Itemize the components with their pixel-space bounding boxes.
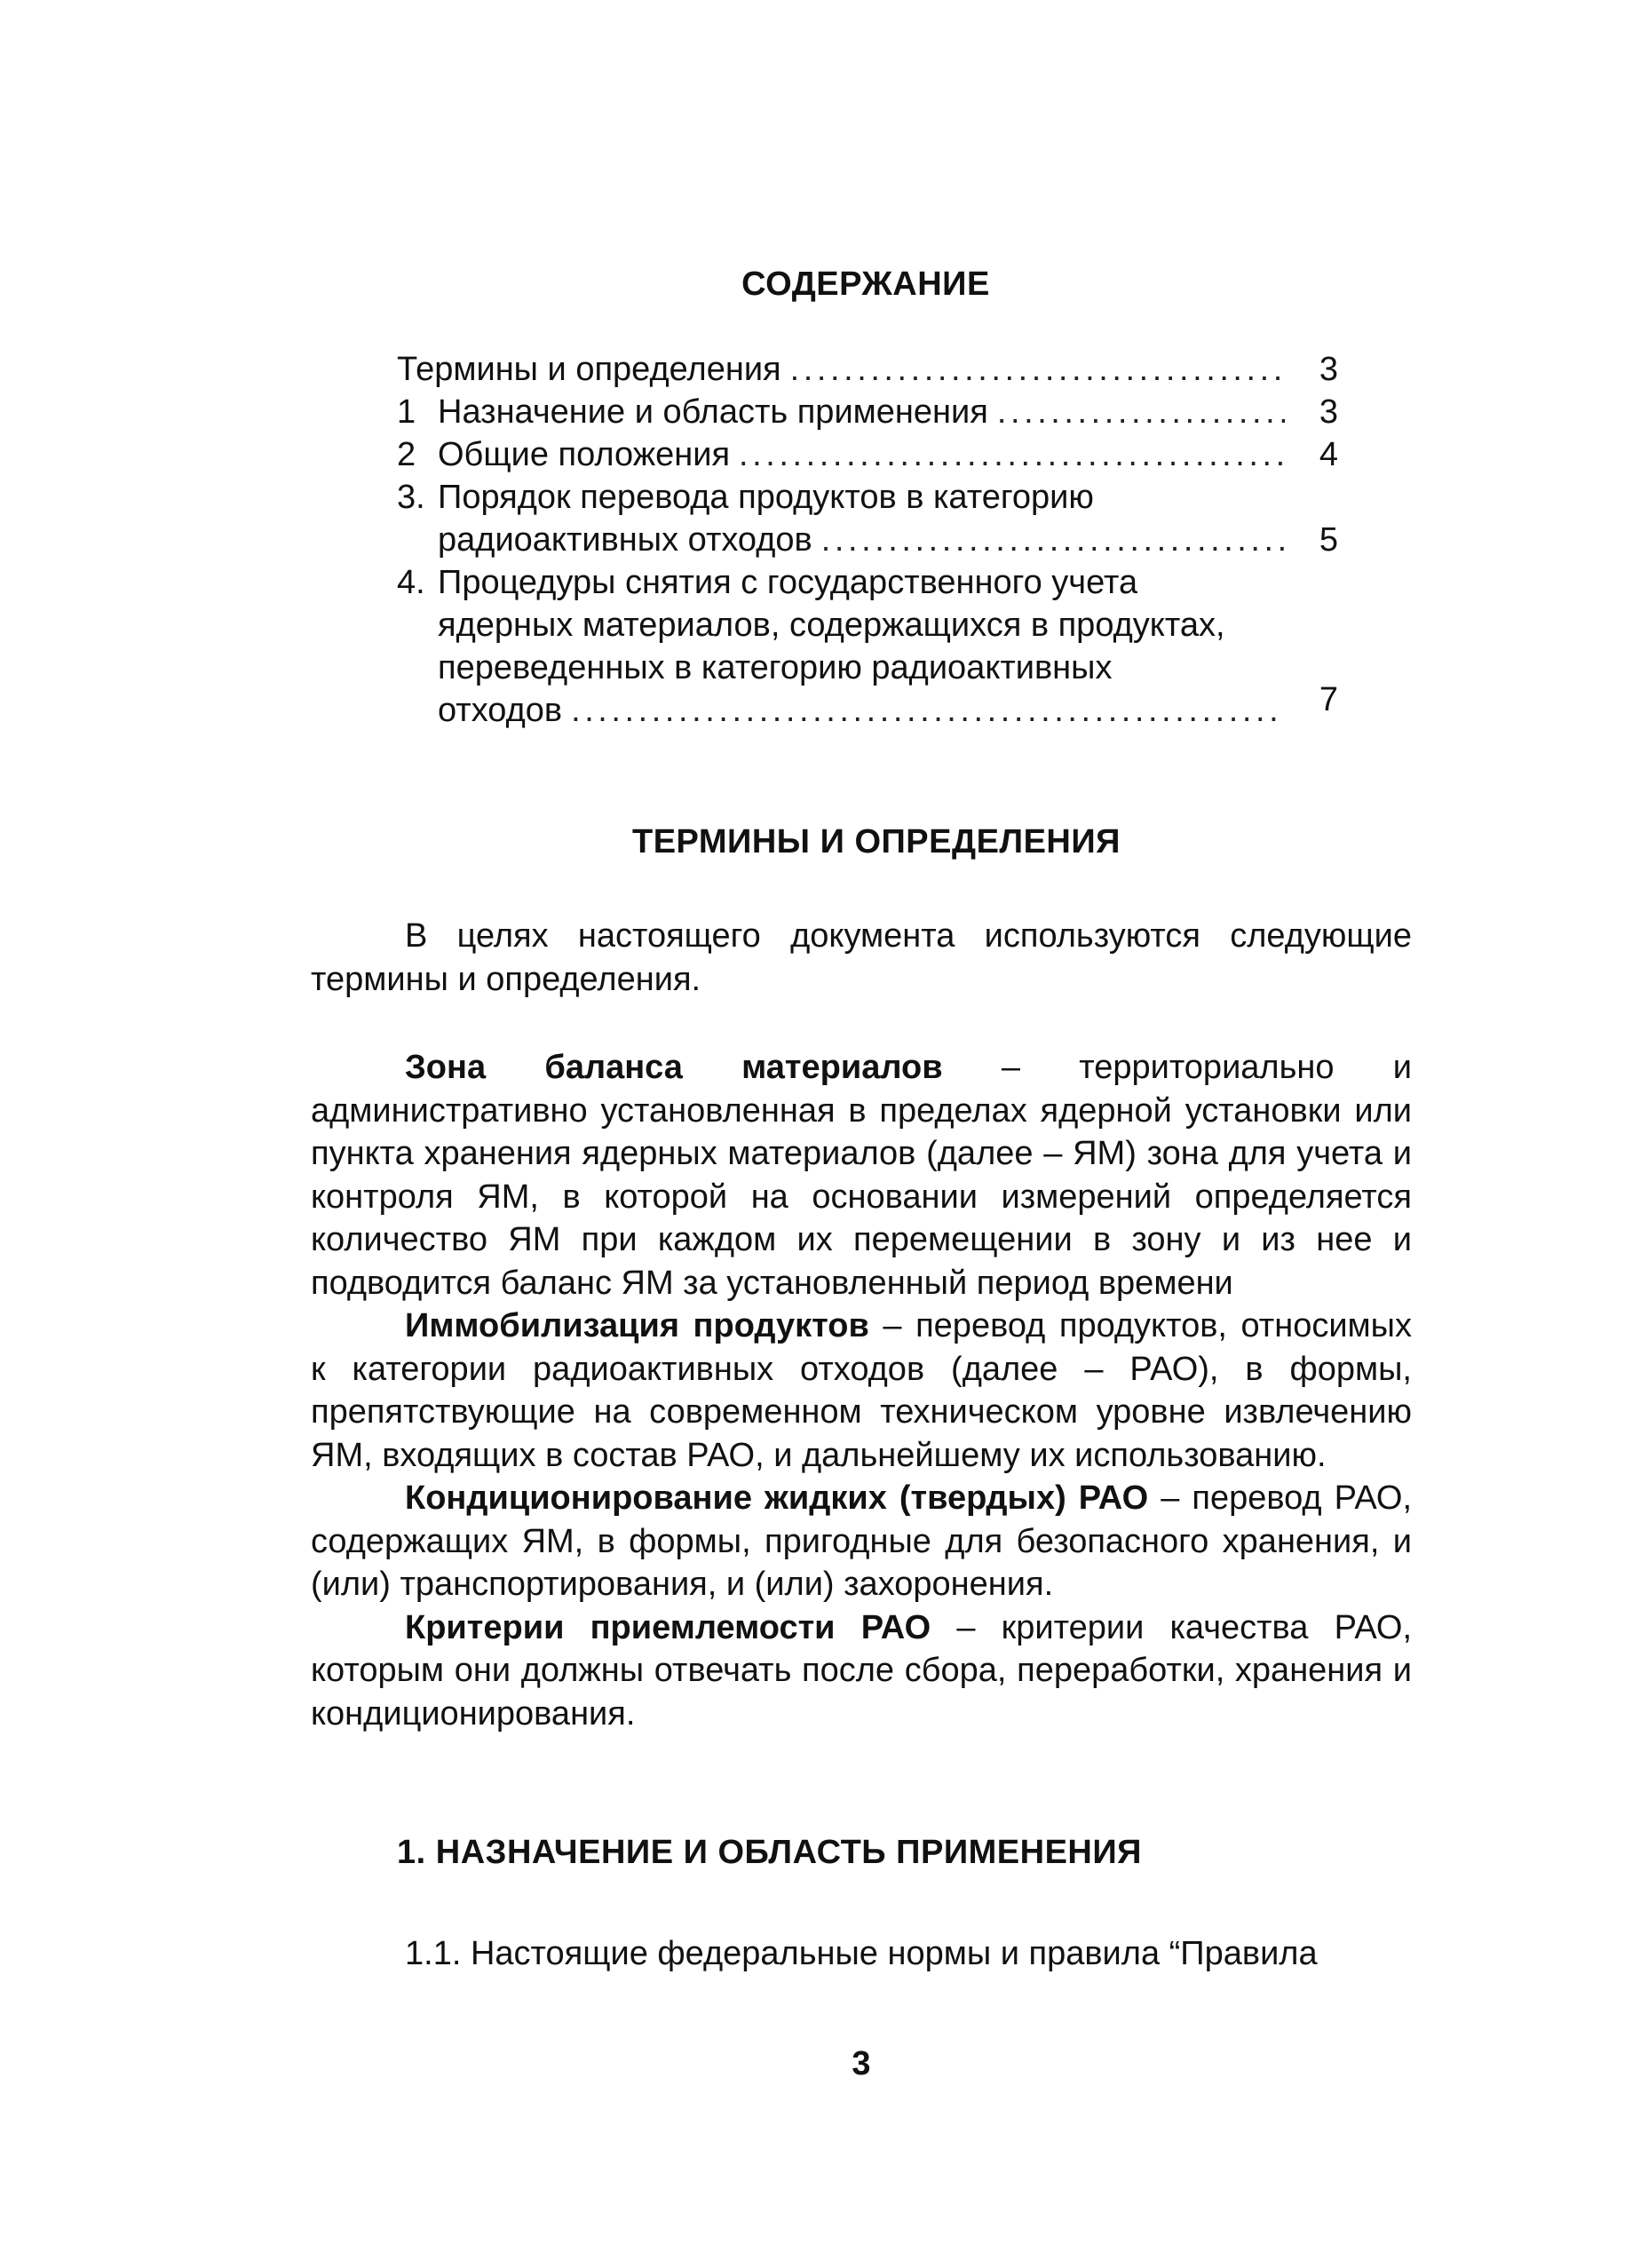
definition-zone-balance	[311, 1046, 1412, 1304]
definition-term: Зона баланса материалов	[405, 1049, 943, 1086]
definition-term: Кондиционирование жидких (твердых) РАО	[405, 1479, 1149, 1517]
definition-dash: –	[942, 1049, 1080, 1086]
definition-text: перевод продуктов, относимых к категории радиоактивных отходов (далее – РАО), в формы, препятствующие на современном техническом уровне извлечению ЯМ, входящих в состав РАО, и дальнейшему их использованию.	[311, 1307, 1412, 1474]
terms-intro	[311, 915, 1412, 1001]
toc-page-number: 5	[1319, 521, 1338, 559]
terms-heading: ТЕРМИНЫ И ОПРЕДЕЛЕНИЯ	[632, 823, 1121, 860]
toc-dot-leader	[790, 348, 1285, 391]
toc-item-number: 3.	[397, 479, 425, 516]
toc-page-number: 3	[1319, 393, 1338, 431]
toc-item-number: 2	[397, 436, 416, 473]
toc-item-title-continued: отходов	[438, 692, 563, 729]
toc-item-title: Общие положения	[438, 436, 731, 473]
definition-term: Критерии приемлемости РАО	[405, 1608, 931, 1646]
toc-item-title-continued: ядерных материалов, содержащихся в продуктах,	[438, 607, 1225, 644]
definition-dash: –	[931, 1608, 1002, 1646]
section-1-heading: 1. НАЗНАЧЕНИЕ И ОБЛАСТЬ ПРИМЕНЕНИЯ	[397, 1834, 1142, 1871]
toc-item-terms[interactable]	[397, 348, 1356, 391]
page-number: 3	[852, 2045, 871, 2082]
toc-page-number: 3	[1319, 351, 1338, 388]
toc-item-title: Назначение и область применения	[438, 393, 988, 431]
toc-item-title: Порядок перевода продуктов в категорию	[438, 479, 1094, 516]
toc-item-title: Процедуры снятия с государственного учета	[438, 564, 1138, 601]
toc-item-purpose[interactable]	[397, 391, 1356, 433]
toc-item-general[interactable]	[397, 433, 1356, 476]
toc-dot-leader	[997, 391, 1285, 433]
definition-acceptance-criteria	[311, 1606, 1412, 1736]
definition-dash: –	[1148, 1479, 1192, 1517]
toc-item-deregistration[interactable]	[397, 561, 1356, 732]
intro-paragraph: В целях настоящего документа используются следующие термины и определения.	[311, 917, 1412, 998]
toc-dot-leader	[739, 433, 1285, 476]
toc-dot-leader	[821, 519, 1285, 561]
definition-conditioning	[311, 1477, 1412, 1606]
definition-text: перевод РАО, содержащих ЯМ, в формы, пригодные для безопасного хранения, и (или) транспортирования, и (или) захоронения.	[311, 1479, 1413, 1603]
toc-dot-leader	[571, 689, 1285, 732]
toc-heading: СОДЕРЖАНИЕ	[741, 266, 990, 303]
toc-item-title: Термины и определения	[397, 351, 781, 388]
clause-1-1	[311, 1932, 1412, 1976]
definition-dash: –	[868, 1307, 916, 1344]
definition-term: Иммобилизация продуктов	[405, 1307, 869, 1344]
definition-text: территориально и административно установленная в пределах ядерной установки или пункта хранения ядерных материалов (далее – ЯМ) зона для учета и контроля ЯМ, в которой на основании измерений определяется количество ЯМ при каждом их перемещении в зону и из нее и подводится баланс ЯМ за установленный период времени	[311, 1049, 1412, 1302]
definition-immobilization	[311, 1304, 1412, 1477]
clause-paragraph: 1.1. Настоящие федеральные нормы и правила “Правила	[405, 1935, 1318, 1972]
toc-item-number: 4.	[397, 564, 425, 601]
table-of-contents	[397, 348, 1356, 732]
definitions-list	[311, 1046, 1412, 1735]
toc-page-number: 4	[1319, 436, 1338, 473]
toc-item-transfer-procedure[interactable]	[397, 476, 1356, 561]
toc-page-number: 7	[1319, 681, 1338, 718]
definition-text: критерии качества РАО, которым они должны отвечать после сбора, переработки, хранения и кондиционирования.	[311, 1608, 1413, 1733]
toc-item-title-continued: радиоактивных отходов	[438, 521, 812, 559]
toc-item-number: 1	[397, 393, 416, 431]
toc-item-title-continued: переведенных в категорию радиоактивных	[438, 649, 1113, 686]
